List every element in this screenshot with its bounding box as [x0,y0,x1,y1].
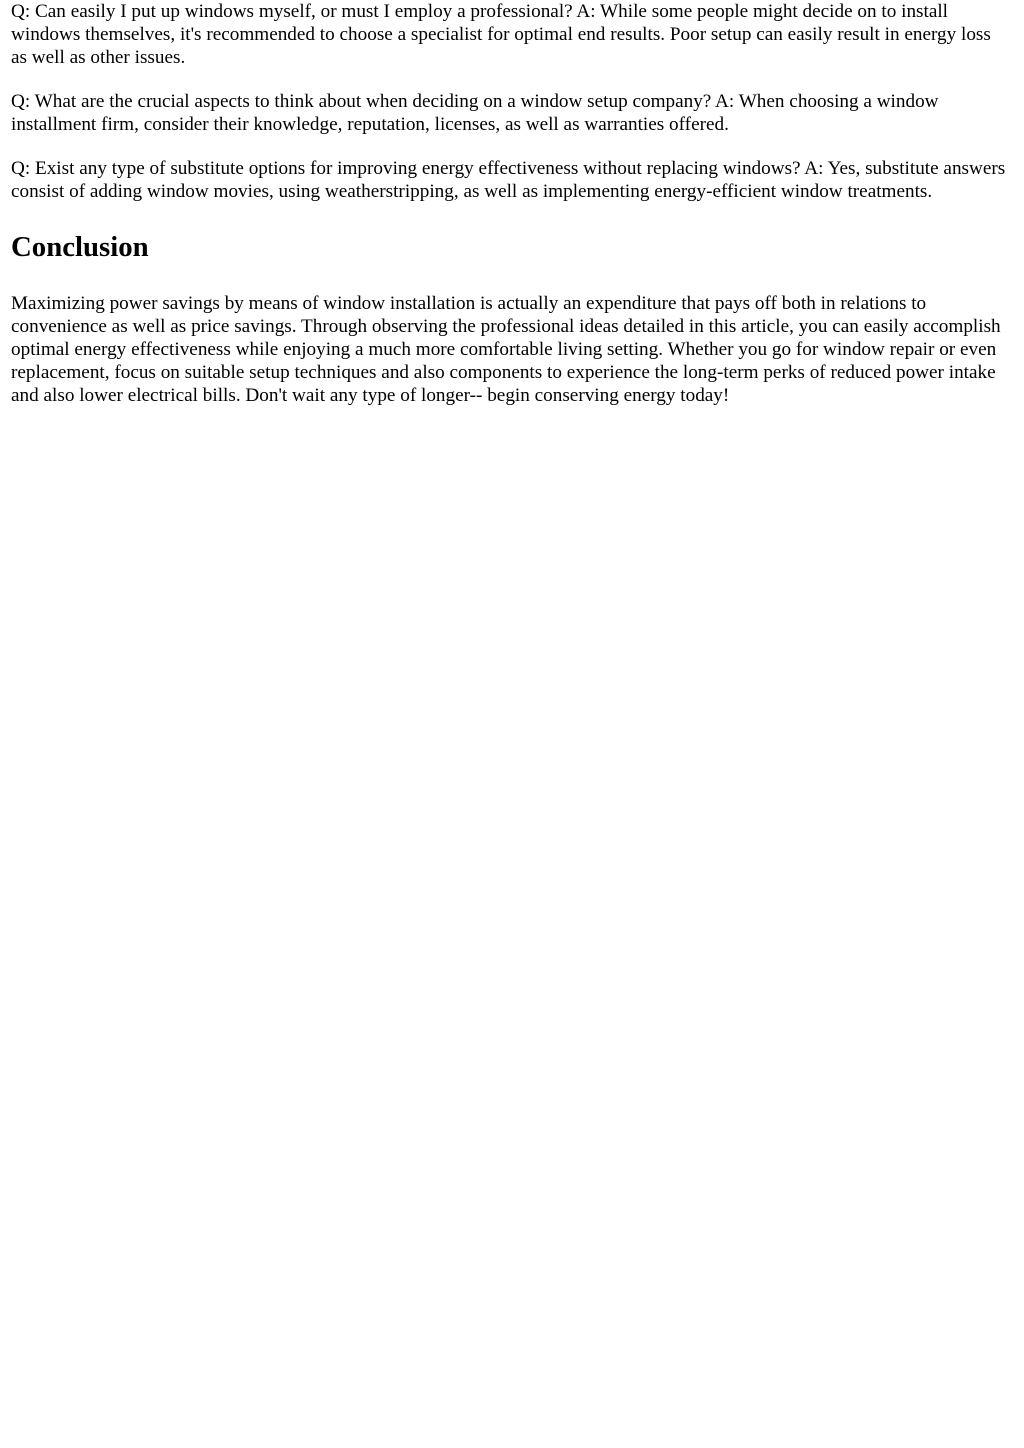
article-content [11,0,1011,407]
conclusion-paragraph: Maximizing power savings by means of window installation is actually an expenditure that pays off both in relations to convenience as well as price savings. Through observing the professional ideas detailed in this article, you can easily accomplish optimal energy effectiveness while enjoying a much more comfortable living setting. Whether you go for window repair or even replacement, focus on suitable setup techniques and also components to experience the long-term perks of reduced power intake and also lower electrical bills. Don't wait any type of longer-- begin conserving energy today! [11,293,1001,406]
conclusion-heading: Conclusion [11,231,149,263]
faq-item-choosing-company: Q: What are the crucial aspects to think about when deciding on a window setup company? A: When choosing a window installment firm, consider their knowledge, reputation, licenses, as well as warranties offered. [11,91,939,135]
faq-item-diy-installation: Q: Can easily I put up windows myself, or must I employ a professional? A: While some people might decide on to install windows themselves, it's recommended to choose a specialist for optimal end results. Poor setup can easily result in energy loss as well as other issues. [11,1,991,68]
faq-item-alternative-options: Q: Exist any type of substitute options for improving energy effectiveness without replacing windows? A: Yes, substitute answers consist of adding window movies, using weatherstripping, as well as implementing energy-efficient window treatments. [11,158,1006,202]
